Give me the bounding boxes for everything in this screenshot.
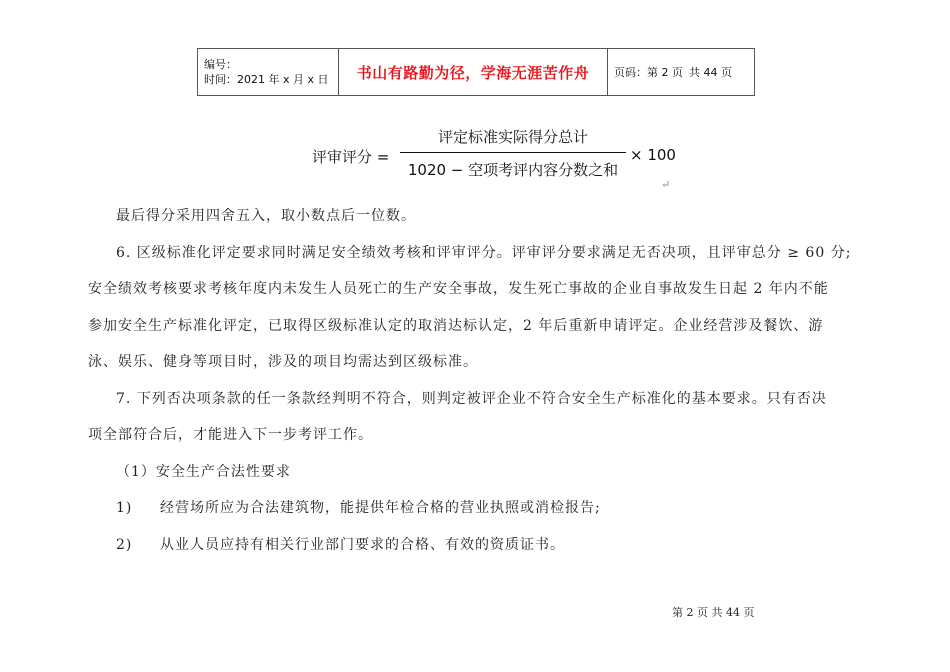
time-label: 时间：2021 年 x 月 x 日 xyxy=(204,73,329,86)
header-motto: 书山有路勤为径，学海无涯苦作舟 xyxy=(339,49,608,96)
serial-label: 编号： xyxy=(204,58,237,71)
list-item-number: 1) xyxy=(116,500,133,516)
paragraph-6-line-2: 安全绩效考核要求考核年度内未发生人员死亡的生产安全事故，发生死亡事故的企业自事故发生日起 2 年内不能 xyxy=(88,281,829,297)
list-item xyxy=(88,497,601,517)
formula-fraction xyxy=(400,126,626,180)
paragraph-6-line-1: 6. 区级标准化评定要求同时满足安全绩效考核和评审评分。评审评分要求满足无否决项，且评审总分 ≥ 60 分; xyxy=(116,245,852,261)
header-meta-cell xyxy=(198,49,339,96)
formula-lhs: 评审评分 = xyxy=(312,148,390,166)
formula-multiplier: × 100 xyxy=(630,146,676,164)
list-item-text: 经营场所应为合法建筑物，能提供年检合格的营业执照或消检报告; xyxy=(160,500,601,516)
paragraph-7-line-2: 项全部符合后，才能进入下一步考评工作。 xyxy=(88,427,373,443)
fraction-bar xyxy=(400,152,626,153)
paragraph-rounding: 最后得分采用四舍五入，取小数点后一位数。 xyxy=(116,208,416,224)
header-page-cell xyxy=(608,49,755,96)
paragraph-mark-icon: ↵ xyxy=(661,178,671,191)
paragraph-7-line-1: 7. 下列否决项条款的任一条款经判明不符合，则判定被评企业不符合安全生产标准化的基本要求。只有否决 xyxy=(116,391,827,407)
page-footer: 第 2 页 共 44 页 xyxy=(672,606,755,619)
paragraph-6-line-3: 参加安全生产标准化评定，已取得区级标准认定的取消达标认定，2 年后重新申请评定。企业经营涉及餐饮、游 xyxy=(88,318,824,334)
page-label: 页码：第 2 页 xyxy=(614,66,683,79)
document-header xyxy=(197,48,755,96)
formula-denominator: 1020 − 空项考评内容分数之和 xyxy=(407,161,619,179)
list-item-number: 2) xyxy=(116,537,133,553)
total-pages-label: 共 44 页 xyxy=(689,66,732,79)
formula-numerator: 评定标准实际得分总计 xyxy=(437,128,588,146)
list-item xyxy=(88,534,565,554)
sub-heading-legality: （1）安全生产合法性要求 xyxy=(116,464,291,480)
paragraph-6-line-4: 泳、娱乐、健身等项目时，涉及的项目均需达到区级标准。 xyxy=(88,354,478,370)
list-item-text: 从业人员应持有相关行业部门要求的合格、有效的资质证书。 xyxy=(160,537,565,553)
